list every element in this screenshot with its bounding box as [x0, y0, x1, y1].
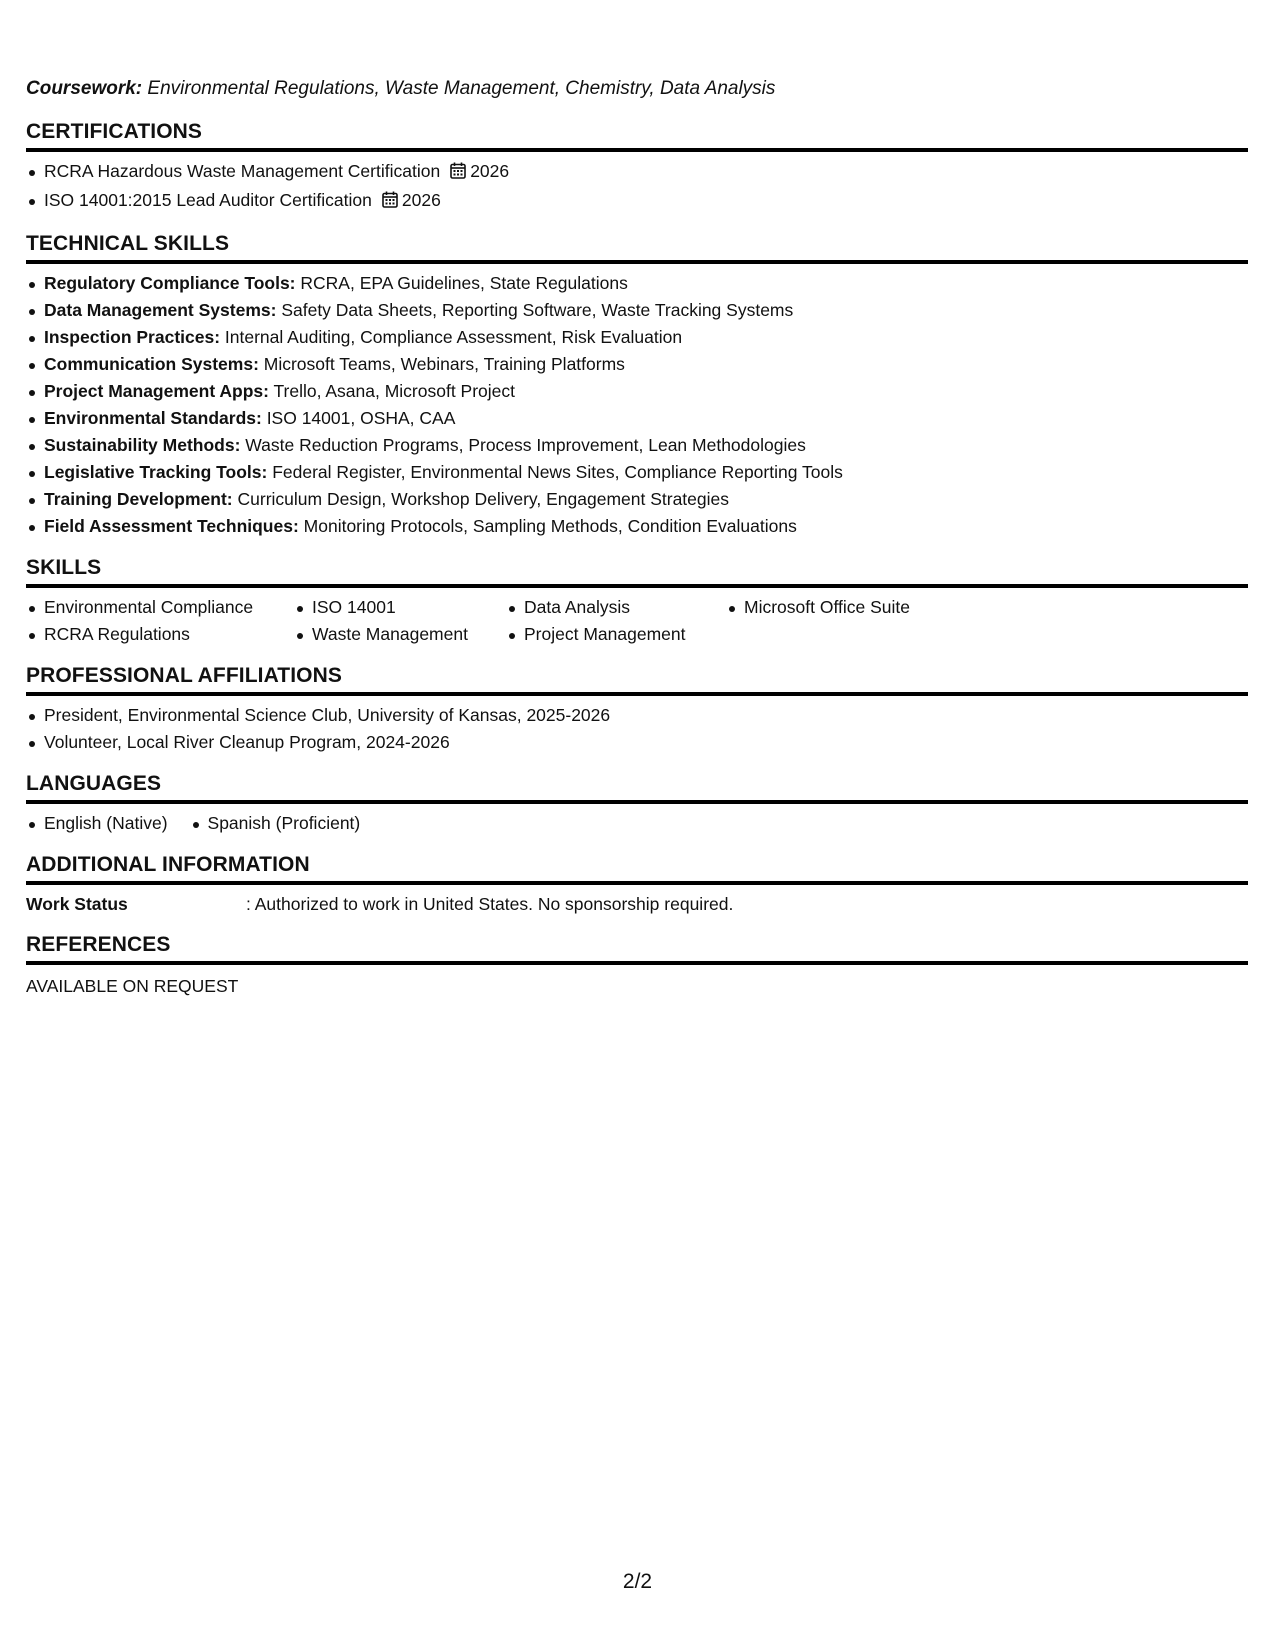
list-item [26, 432, 1248, 459]
skill-category: Legislative Tracking Tools: [44, 462, 268, 482]
certifications-title: CERTIFICATIONS [26, 118, 1248, 152]
list-item: Data Analysis [506, 594, 726, 621]
skills-section [26, 554, 1248, 648]
skill-values: Federal Register, Environmental News Sites, Compliance Reporting Tools [267, 462, 843, 482]
technical-skills-title: TECHNICAL SKILLS [26, 230, 1248, 264]
additional-info-title: ADDITIONAL INFORMATION [26, 851, 1248, 885]
resume-page [26, 76, 1248, 1013]
skill-category: Sustainability Methods: [44, 435, 241, 455]
list-item: English (Native) [26, 810, 168, 837]
skill-values: Waste Reduction Programs, Process Improvement, Lean Methodologies [240, 435, 806, 455]
list-item [26, 378, 1248, 405]
list-item [26, 297, 1248, 324]
skill-values: ISO 14001, OSHA, CAA [261, 408, 456, 428]
list-item [26, 270, 1248, 297]
skill-category: Regulatory Compliance Tools: [44, 273, 296, 293]
references-title: REFERENCES [26, 931, 1248, 965]
languages-title: LANGUAGES [26, 770, 1248, 804]
calendar-icon [382, 189, 398, 216]
technical-skills-list [26, 270, 1248, 540]
list-item [26, 513, 1248, 540]
references-section [26, 931, 1248, 999]
skill-category: Communication Systems: [44, 354, 259, 374]
work-status-value: : Authorized to work in United States. No sponsorship required. [246, 894, 734, 914]
languages-list [26, 810, 1248, 837]
skill-values: RCRA, EPA Guidelines, State Regulations [295, 273, 628, 293]
coursework-text: Environmental Regulations, Waste Management, Chemistry, Data Analysis [142, 78, 776, 99]
certification-name: ISO 14001:2015 Lead Auditor Certification [44, 190, 372, 210]
certifications-section [26, 118, 1248, 216]
page-number: 2/2 [622, 1570, 653, 1593]
list-item: Spanish (Proficient) [190, 810, 361, 837]
skill-category: Training Development: [44, 489, 233, 509]
skill-values: Monitoring Protocols, Sampling Methods, Condition Evaluations [298, 516, 797, 536]
list-item [26, 486, 1248, 513]
list-item: Waste Management [294, 621, 506, 648]
work-status-row [26, 891, 1248, 917]
skill-values: Safety Data Sheets, Reporting Software, Waste Tracking Systems [276, 300, 794, 320]
coursework-label: Coursework: [26, 78, 143, 99]
skill-category: Project Management Apps: [44, 381, 269, 401]
affiliations-section [26, 662, 1248, 756]
languages-section [26, 770, 1248, 837]
list-item: RCRA Regulations [26, 621, 294, 648]
list-item [26, 405, 1248, 432]
skill-values: Curriculum Design, Workshop Delivery, Engagement Strategies [232, 489, 730, 509]
list-item: President, Environmental Science Club, University of Kansas, 2025-2026 [26, 702, 1248, 729]
skill-category: Data Management Systems: [44, 300, 277, 320]
certification-name: RCRA Hazardous Waste Management Certification [44, 161, 441, 181]
list-item: Environmental Compliance [26, 594, 294, 621]
skill-values: Microsoft Teams, Webinars, Training Platforms [258, 354, 625, 374]
certifications-list [26, 158, 1248, 216]
skill-values: Trello, Asana, Microsoft Project [268, 381, 516, 401]
list-item: Volunteer, Local River Cleanup Program, 2024-2026 [26, 729, 1248, 756]
affiliations-list [26, 702, 1248, 756]
skill-values: Internal Auditing, Compliance Assessment, Risk Evaluation [220, 327, 683, 347]
calendar-icon [450, 160, 466, 187]
skill-category: Environmental Standards: [44, 408, 262, 428]
skill-category: Field Assessment Techniques: [44, 516, 299, 536]
references-text: AVAILABLE ON REQUEST [26, 976, 239, 996]
skills-list [26, 594, 1248, 648]
list-item: Project Management [506, 621, 726, 648]
certification-year: 2026 [470, 161, 510, 181]
work-status-label: Work Status [26, 894, 128, 914]
list-item [26, 324, 1248, 351]
list-item: ISO 14001 [294, 594, 506, 621]
skills-title: SKILLS [26, 554, 1248, 588]
affiliations-title: PROFESSIONAL AFFILIATIONS [26, 662, 1248, 696]
technical-skills-section [26, 230, 1248, 540]
list-item [26, 459, 1248, 486]
skill-category: Inspection Practices: [44, 327, 221, 347]
list-item [26, 351, 1248, 378]
list-item: Microsoft Office Suite [726, 594, 1026, 621]
list-item [26, 158, 1248, 187]
certification-year: 2026 [401, 190, 441, 210]
list-item [26, 187, 1248, 216]
additional-info-section [26, 851, 1248, 917]
coursework-line [26, 76, 1248, 102]
